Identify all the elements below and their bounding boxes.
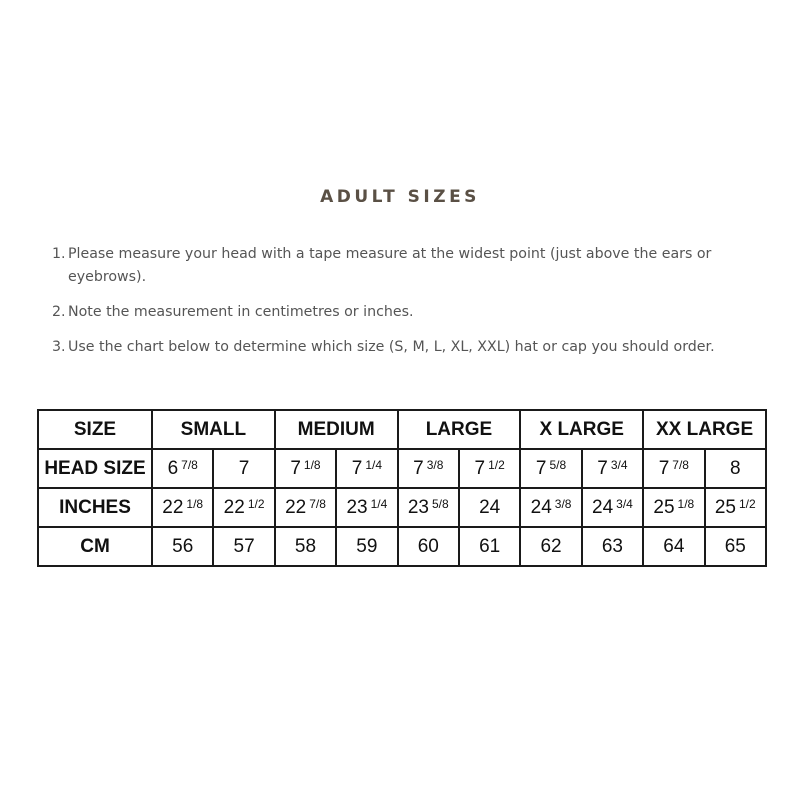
cell-whole-number: 7 xyxy=(658,457,670,479)
table-cell xyxy=(459,527,520,566)
cell-whole-number: 59 xyxy=(356,535,378,557)
cell-fraction: 1/2 xyxy=(488,457,505,472)
cell-fraction: 3/4 xyxy=(616,496,633,511)
cell-fraction: 3/4 xyxy=(610,457,628,472)
table-cell xyxy=(398,488,459,527)
table-row xyxy=(38,449,766,488)
table-cell xyxy=(213,488,274,527)
table-cell xyxy=(275,527,336,566)
cell-fraction: 1/2 xyxy=(738,496,756,511)
table-cell xyxy=(152,449,213,488)
table-cell xyxy=(643,488,704,527)
cell-whole-number: 22 xyxy=(162,496,184,518)
cell-fraction: 1/4 xyxy=(365,457,382,472)
table-cell xyxy=(336,488,397,527)
table-cell xyxy=(705,449,766,488)
cell-fraction: 3/8 xyxy=(426,457,444,472)
instruction-list xyxy=(52,243,760,371)
table-cell xyxy=(459,449,520,488)
cell-whole-number: 7 xyxy=(597,457,608,479)
cell-whole-number: 7 xyxy=(351,457,363,479)
table-cell xyxy=(213,527,274,566)
table-cell xyxy=(275,449,336,488)
cell-fraction: 5/8 xyxy=(431,496,449,511)
cell-whole-number: 62 xyxy=(540,535,562,557)
cell-whole-number: 64 xyxy=(663,535,685,557)
table-cell xyxy=(398,527,459,566)
size-chart-table xyxy=(37,409,767,567)
table-cell xyxy=(582,488,643,527)
instruction-number: 1. xyxy=(52,246,66,262)
table-cell xyxy=(520,488,581,527)
table-cell xyxy=(152,488,213,527)
size-header-x-large: X LARGE xyxy=(520,410,643,449)
size-header-medium: MEDIUM xyxy=(275,410,398,449)
table-cell xyxy=(705,488,766,527)
table-cell xyxy=(152,527,213,566)
cell-whole-number: 24 xyxy=(479,496,501,518)
instruction-number: 2. xyxy=(52,304,66,320)
cell-whole-number: 25 xyxy=(714,496,736,518)
table-row xyxy=(38,527,766,566)
cell-whole-number: 7 xyxy=(535,457,547,479)
table-cell xyxy=(213,449,274,488)
table-cell xyxy=(705,527,766,566)
cell-fraction: 3/8 xyxy=(554,496,572,511)
cell-whole-number: 24 xyxy=(530,496,552,518)
instruction-text: Use the chart below to determine which size (S, M, L, XL, XXL) hat or cap you should order. xyxy=(68,339,715,355)
table-cell xyxy=(520,527,581,566)
instruction-item xyxy=(52,301,760,324)
cell-whole-number: 7 xyxy=(413,457,424,479)
cell-whole-number: 60 xyxy=(417,535,439,557)
cell-whole-number: 57 xyxy=(233,535,255,557)
table-cell xyxy=(643,527,704,566)
table-cell xyxy=(459,488,520,527)
cell-fraction: 1/8 xyxy=(303,457,321,472)
cell-whole-number: 65 xyxy=(724,535,746,557)
size-header-xx-large: XX LARGE xyxy=(643,410,766,449)
table-cell xyxy=(582,449,643,488)
cell-whole-number: 58 xyxy=(294,535,317,557)
instruction-item xyxy=(52,336,760,359)
row-label-head-size: HEAD SIZE xyxy=(38,449,152,488)
header-label-size: SIZE xyxy=(38,410,152,449)
cell-fraction: 1/8 xyxy=(186,496,204,511)
cell-whole-number: 56 xyxy=(172,535,194,557)
table-cell xyxy=(582,527,643,566)
cell-whole-number: 63 xyxy=(601,535,623,557)
cell-whole-number: 7 xyxy=(474,457,486,479)
page-title: ADULT SIZES xyxy=(320,187,480,207)
table-cell xyxy=(398,449,459,488)
cell-whole-number: 23 xyxy=(407,496,429,518)
table-cell xyxy=(336,449,397,488)
cell-whole-number: 7 xyxy=(290,457,301,479)
size-header-small: SMALL xyxy=(152,410,275,449)
cell-whole-number: 6 xyxy=(167,457,179,479)
cell-fraction: 1/2 xyxy=(247,496,265,511)
table-cell xyxy=(643,449,704,488)
instruction-text: Please measure your head with a tape measure at the widest point (just above the ears or eyebrows). xyxy=(68,246,712,285)
cell-fraction: 1/8 xyxy=(677,496,695,511)
cell-whole-number: 24 xyxy=(592,496,614,518)
cell-fraction: 5/8 xyxy=(549,457,567,472)
instruction-item xyxy=(52,243,760,289)
row-label-inches: INCHES xyxy=(38,488,152,527)
cell-whole-number: 23 xyxy=(346,496,368,518)
instruction-text: Note the measurement in centimetres or inches. xyxy=(68,304,414,320)
cell-whole-number: 8 xyxy=(729,457,741,479)
cell-fraction: 1/4 xyxy=(370,496,388,511)
cell-whole-number: 7 xyxy=(238,457,250,479)
row-label-cm: CM xyxy=(38,527,152,566)
cell-whole-number: 61 xyxy=(479,535,501,557)
cell-fraction: 7/8 xyxy=(672,457,689,472)
instruction-number: 3. xyxy=(52,339,66,355)
cell-whole-number: 22 xyxy=(223,496,245,518)
table-cell xyxy=(520,449,581,488)
cell-fraction: 7/8 xyxy=(309,496,326,511)
table-row xyxy=(38,488,766,527)
table-cell xyxy=(275,488,336,527)
table-cell xyxy=(336,527,397,566)
cell-whole-number: 25 xyxy=(653,496,675,518)
cell-fraction: 7/8 xyxy=(181,457,198,472)
size-header-large: LARGE xyxy=(398,410,521,449)
cell-whole-number: 22 xyxy=(285,496,307,518)
table-header-row xyxy=(38,410,766,449)
